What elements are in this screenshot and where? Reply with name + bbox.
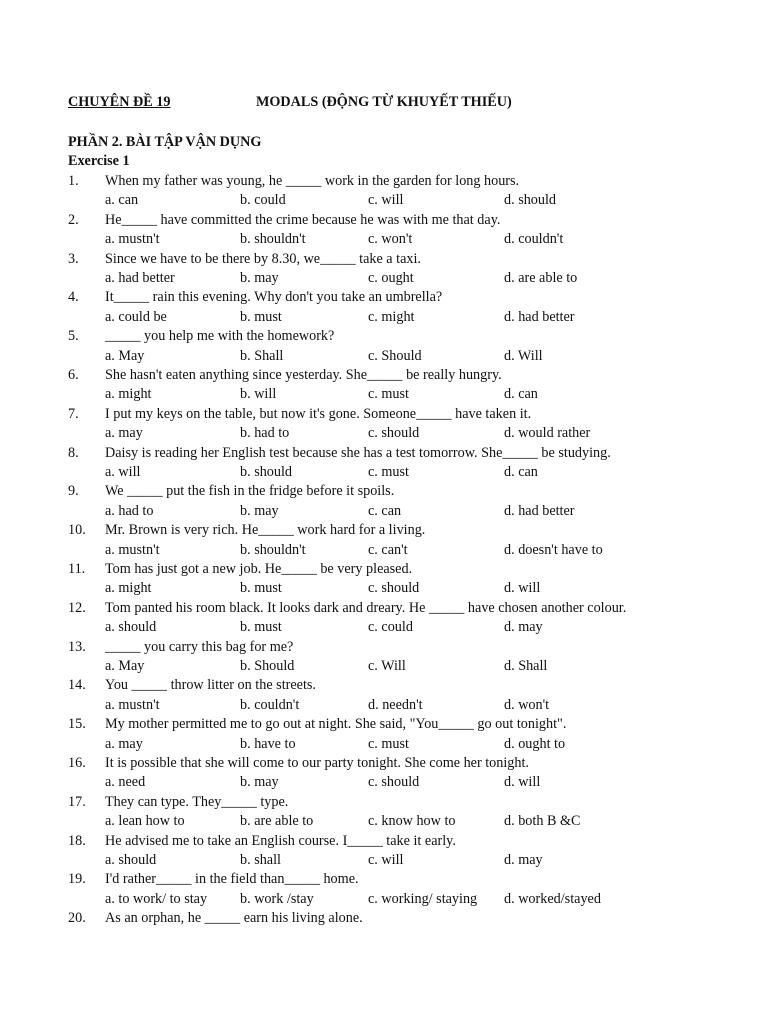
- question-text: You _____ throw litter on the streets.: [105, 677, 316, 694]
- option-c: c. must: [368, 735, 409, 752]
- question-number: 19.: [68, 871, 86, 888]
- question-text: They can type. They_____ type.: [105, 793, 289, 810]
- question-item: [68, 560, 708, 599]
- option-d: d. Will: [504, 347, 543, 364]
- question-text: Since we have to be there by 8.30, we_____ take a taxi.: [105, 250, 421, 267]
- question-text: I put my keys on the table, but now it's gone. Someone_____ have taken it.: [105, 405, 532, 422]
- option-a: a. had better: [105, 269, 175, 286]
- option-b: b. must: [240, 308, 282, 325]
- question-item: [68, 832, 708, 871]
- option-a: a. may: [105, 425, 143, 442]
- option-c: c. could: [368, 619, 413, 636]
- option-b: b. could: [240, 192, 286, 209]
- question-number: 16.: [68, 754, 86, 771]
- question-number: 1.: [68, 173, 79, 189]
- option-b: b. have to: [240, 735, 296, 752]
- question-number: 3.: [68, 250, 79, 267]
- question-item: [68, 366, 708, 405]
- option-a: a. might: [105, 386, 152, 403]
- document-header: [68, 94, 708, 114]
- option-c: c. ought: [368, 269, 414, 286]
- option-d: d. had better: [504, 308, 575, 325]
- answer-options: [105, 657, 705, 676]
- question-item: [68, 754, 708, 793]
- option-c: c. will: [368, 851, 404, 868]
- question-item: [68, 250, 708, 289]
- question-text: Daisy is reading her English test because she has a test tomorrow. She_____ be studying.: [105, 444, 611, 461]
- option-c: c. Should: [368, 347, 422, 364]
- option-b: b. should: [240, 463, 293, 480]
- question-number: 20.: [68, 910, 86, 927]
- question-item: [68, 793, 708, 832]
- option-d: d. will: [504, 774, 541, 791]
- option-c: c. know how to: [368, 813, 456, 830]
- question-number: 8.: [68, 444, 79, 461]
- option-d: d. can: [504, 463, 538, 480]
- option-a: a. May: [105, 657, 145, 674]
- question-item: [68, 521, 708, 560]
- option-c: c. Will: [368, 657, 406, 674]
- option-b: b. must: [240, 619, 282, 636]
- option-b: b. Should: [240, 657, 295, 674]
- question-item: [68, 405, 708, 444]
- answer-options: [105, 347, 705, 366]
- option-d: d. both B &C: [504, 813, 581, 830]
- question-number: 7.: [68, 405, 79, 422]
- option-a: a. should: [105, 619, 157, 636]
- option-c: c. should: [368, 425, 420, 442]
- option-b: b. may: [240, 774, 279, 791]
- question-number: 2.: [68, 211, 79, 228]
- option-d: d. doesn't have to: [504, 541, 603, 558]
- question-number: 15.: [68, 716, 86, 733]
- option-b: b. are able to: [240, 813, 314, 830]
- option-c: c. can: [368, 502, 402, 519]
- option-b: b. shouldn't: [240, 541, 306, 558]
- option-a: a. mustn't: [105, 231, 160, 248]
- question-number: 11.: [68, 560, 86, 577]
- option-d: d. will: [504, 580, 541, 597]
- question-text: _____ you help me with the homework?: [105, 328, 335, 345]
- option-d: d. Shall: [504, 657, 548, 674]
- option-c: c. will: [368, 192, 404, 209]
- question-list: [68, 172, 708, 948]
- question-item: [68, 870, 708, 909]
- option-a: a. mustn't: [105, 541, 160, 558]
- option-a: a. May: [105, 347, 145, 364]
- question-item: [68, 327, 708, 366]
- question-text: She hasn't eaten anything since yesterday. She_____ be really hungry.: [105, 366, 502, 383]
- question-number: 4.: [68, 289, 79, 306]
- question-text: My mother permitted me to go out at night. She said, "You_____ go out tonight".: [105, 716, 567, 733]
- answer-options: [105, 230, 705, 249]
- option-a: a. will: [105, 463, 141, 480]
- option-a: a. had to: [105, 502, 154, 519]
- option-a: a. should: [105, 851, 157, 868]
- option-d: d. won't: [504, 696, 550, 713]
- question-text: As an orphan, he _____ earn his living alone.: [105, 910, 363, 927]
- option-a: a. to work/ to stay: [105, 890, 208, 907]
- answer-options: [105, 502, 705, 521]
- answer-options: [105, 618, 705, 637]
- question-item: [68, 211, 708, 250]
- answer-options: [105, 269, 705, 288]
- question-text: I'd rather_____ in the field than_____ home.: [105, 871, 359, 888]
- question-number: 17.: [68, 793, 86, 810]
- option-b: b. had to: [240, 425, 290, 442]
- option-d: d. worked/stayed: [504, 890, 601, 907]
- question-item: [68, 715, 708, 754]
- topic-label: CHUYÊN ĐỀ 19: [68, 94, 171, 110]
- answer-options: [105, 424, 705, 443]
- option-d: d. can: [504, 386, 538, 403]
- answer-options: [105, 851, 705, 870]
- option-b: b. shouldn't: [240, 231, 306, 248]
- question-item: [68, 172, 708, 211]
- option-c: c. might: [368, 308, 415, 325]
- option-d: d. are able to: [504, 269, 578, 286]
- option-c: c. must: [368, 463, 409, 480]
- question-number: 5.: [68, 328, 79, 345]
- question-number: 14.: [68, 677, 86, 694]
- option-c: c. working/ staying: [368, 890, 478, 907]
- exercise-title: Exercise 1: [68, 153, 130, 169]
- option-b: b. work /stay: [240, 890, 314, 907]
- question-item: [68, 288, 708, 327]
- option-d: d. may: [504, 851, 543, 868]
- question-number: 18.: [68, 832, 86, 849]
- option-a: a. may: [105, 735, 143, 752]
- question-text: When my father was young, he _____ work in the garden for long hours.: [105, 173, 520, 189]
- question-item: [68, 482, 708, 521]
- answer-options: [105, 385, 705, 404]
- answer-options: [105, 773, 705, 792]
- question-text: He advised me to take an English course. I_____ take it early.: [105, 832, 456, 849]
- question-text: Mr. Brown is very rich. He_____ work hard for a living.: [105, 522, 426, 539]
- option-b: b. shall: [240, 851, 281, 868]
- answer-options: [105, 735, 705, 754]
- option-c: c. can't: [368, 541, 408, 558]
- question-item: [68, 638, 708, 677]
- option-d: d. should: [504, 192, 557, 209]
- topic-title: MODALS (ĐỘNG TỪ KHUYẾT THIẾU): [256, 94, 512, 110]
- option-b: b. couldn't: [240, 696, 300, 713]
- option-a: a. need: [105, 774, 146, 791]
- option-c: c. won't: [368, 231, 413, 248]
- answer-options: [105, 890, 705, 909]
- question-text: He_____ have committed the crime because he was with me that day.: [105, 211, 501, 228]
- option-d: d. would rather: [504, 425, 591, 442]
- question-item: [68, 444, 708, 483]
- option-a: a. might: [105, 580, 152, 597]
- option-b: b. may: [240, 269, 279, 286]
- question-number: 10.: [68, 522, 86, 539]
- option-d: d. may: [504, 619, 543, 636]
- option-d: d. had better: [504, 502, 575, 519]
- answer-options: [105, 696, 705, 715]
- question-text: Tom panted his room black. It looks dark and dreary. He _____ have chosen another colour.: [105, 599, 627, 616]
- question-text: _____ you carry this bag for me?: [105, 638, 294, 655]
- option-b: b. must: [240, 580, 282, 597]
- question-text: It is possible that she will come to our party tonight. She come her tonight.: [105, 754, 529, 771]
- option-a: a. lean how to: [105, 813, 185, 830]
- answer-options: [105, 812, 705, 831]
- answer-options: [105, 463, 705, 482]
- option-a: a. can: [105, 192, 139, 209]
- answer-options: [105, 191, 705, 210]
- answer-options: [105, 579, 705, 598]
- option-c: d. needn't: [368, 696, 423, 713]
- question-item: [68, 909, 708, 948]
- option-d: d. ought to: [504, 735, 566, 752]
- question-number: 13.: [68, 638, 86, 655]
- option-b: b. will: [240, 386, 277, 403]
- question-item: [68, 599, 708, 638]
- question-text: Tom has just got a new job. He_____ be very pleased.: [105, 560, 413, 577]
- option-c: c. must: [368, 386, 409, 403]
- option-b: b. may: [240, 502, 279, 519]
- answer-options: [105, 541, 705, 560]
- option-d: d. couldn't: [504, 231, 564, 248]
- part-title: PHẦN 2. BÀI TẬP VẬN DỤNG: [68, 134, 262, 150]
- option-b: b. Shall: [240, 347, 284, 364]
- question-number: 12.: [68, 599, 86, 616]
- question-item: [68, 676, 708, 715]
- question-number: 9.: [68, 483, 79, 500]
- question-number: 6.: [68, 366, 79, 383]
- option-a: a. mustn't: [105, 696, 160, 713]
- option-c: c. should: [368, 774, 420, 791]
- answer-options: [105, 308, 705, 327]
- question-text: It_____ rain this evening. Why don't you take an umbrella?: [105, 289, 443, 306]
- option-c: c. should: [368, 580, 420, 597]
- option-a: a. could be: [105, 308, 167, 325]
- question-text: We _____ put the fish in the fridge before it spoils.: [105, 483, 395, 500]
